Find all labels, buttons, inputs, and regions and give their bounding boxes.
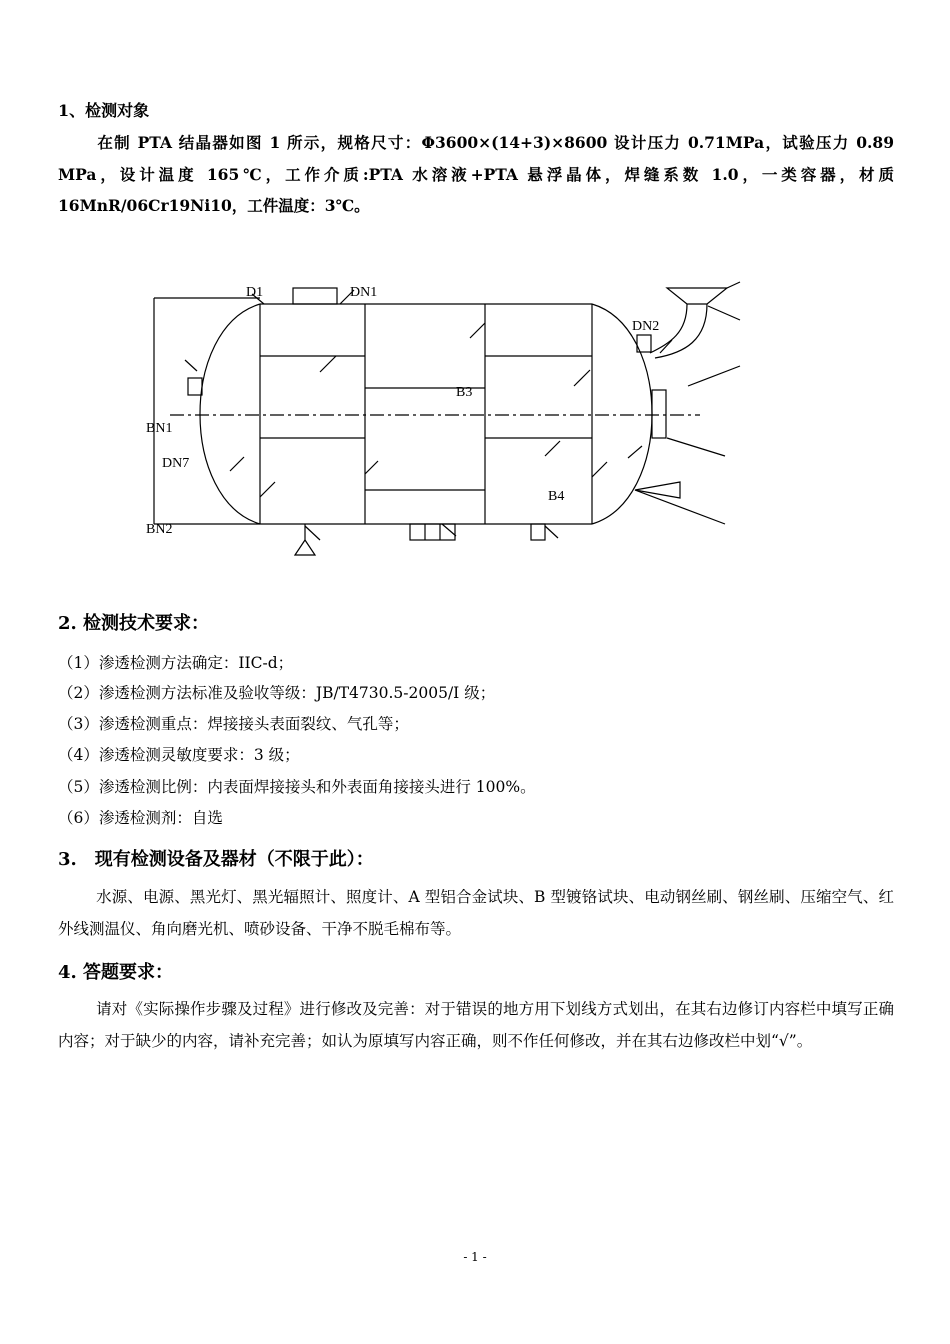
weld-mark: [574, 370, 590, 386]
weld-mark: [230, 457, 244, 471]
section3-heading: 3. 现有检测设备及器材（不限于此）：: [58, 849, 374, 870]
nozzle-b4: [531, 524, 545, 540]
support-triangle-bottom: [295, 540, 315, 555]
weld-mark: [628, 446, 642, 458]
requirement-item: （5）渗透检测比例：内表面焊接接头和外表面角接接头进行 100%。: [58, 778, 536, 796]
requirement-item: （1）渗透检测方法确定：IIC-d；: [58, 654, 294, 672]
leader-line: [688, 366, 740, 386]
weld-mark: [442, 524, 456, 536]
label-b3: B3: [456, 385, 473, 400]
vessel-diagram: [140, 278, 760, 568]
leader-line: [667, 438, 725, 456]
nozzle-dn1: [293, 288, 337, 304]
section4-paragraph: 请对《实际操作步骤及过程》进行修改及完善：对于错误的地方用下划线方式划出，在其右边修订内容栏中填写正确内容；对于缺少的内容，请补充完善；如认为原填写内容正确，则不作任何修改，并在其右边修改栏中划“√”。: [58, 1000, 894, 1050]
label-dn7: DN7: [162, 456, 190, 471]
weld-mark: [320, 356, 336, 372]
section2-heading: 2. 检测技术要求：: [58, 613, 210, 634]
page-number: - 1 -: [463, 1250, 487, 1264]
leader-line: [708, 306, 740, 320]
weld-mark: [365, 461, 378, 474]
label-bn2: BN2: [146, 522, 173, 537]
weld-mark: [592, 462, 607, 477]
requirement-item: （6）渗透检测剂：自选: [58, 809, 223, 827]
section1-paragraph: 在制 PTA 结晶器如图 1 所示，规格尺寸：Φ3600×(14+3)×8600 设计压力 0.71MPa，试验压力 0.89 MPa，设计温度 165℃，工作介质:PTA 水溶液+PTA 悬浮晶体，焊缝系数 1.0，一类容器，材质 16MnR/06Cr19Ni10，工件温度：3℃。: [58, 133, 894, 215]
section4-heading: 4. 答题要求：: [58, 962, 174, 983]
label-b4: B4: [548, 489, 565, 504]
funnel-top: [667, 288, 727, 304]
nozzle-group-bottom: [410, 524, 455, 540]
nozzle-right: [652, 390, 666, 438]
requirement-item: （3）渗透检测重点：焊接接头表面裂纹、气孔等；: [58, 715, 409, 733]
weld-mark: [185, 360, 197, 371]
section3-paragraph: 水源、电源、黑光灯、黑光辐照计、照度计、A 型铝合金试块、B 型镀铬试块、电动钢丝刷、钢丝刷、压缩空气、红外线测温仪、角向磨光机、喷砂设备、干净不脱毛棉布等。: [58, 888, 894, 938]
weld-mark: [260, 482, 275, 497]
label-dn1: DN1: [350, 285, 378, 300]
nozzle-left: [188, 378, 202, 395]
left-head: [200, 304, 260, 524]
weld-mark: [545, 441, 560, 456]
support-triangle-right: [635, 482, 680, 498]
weld-mark: [470, 323, 485, 338]
label-d1: D1: [246, 285, 264, 300]
label-bn1: BN1: [146, 421, 173, 436]
section1-heading: 1、检测对象: [58, 101, 150, 120]
label-dn2: DN2: [632, 319, 660, 334]
weld-mark: [305, 526, 320, 540]
requirement-item: （4）渗透检测灵敏度要求：3 级；: [58, 746, 300, 764]
requirement-item: （2）渗透检测方法标准及验收等级：JB/T4730.5-2005/I 级；: [58, 684, 496, 702]
leader-line: [727, 282, 740, 288]
weld-mark: [545, 526, 558, 538]
